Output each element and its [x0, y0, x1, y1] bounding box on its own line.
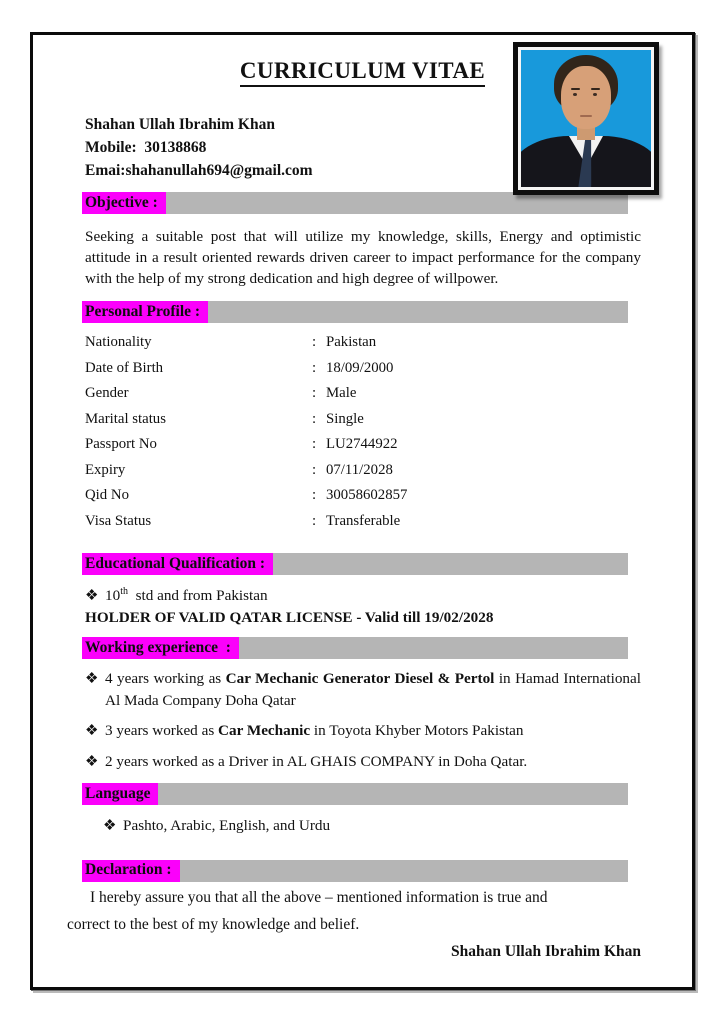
cv-page: [30, 32, 695, 990]
declaration-line: correct to the best of my knowledge and belief.: [67, 916, 360, 933]
row-separator: :: [312, 487, 317, 503]
row-value: 30058602857: [326, 487, 408, 503]
language-item-text: Pashto, Arabic, English, and Urdu: [123, 817, 331, 834]
experience-post: in Hamad International Al Mada Company Doha Qatar: [105, 670, 641, 709]
table-row: [85, 385, 641, 411]
language-item: [103, 815, 603, 837]
diamond-bullet-icon: ❖: [85, 722, 99, 739]
objective-text: Seeking a suitable post that will utilize my knowledge, skills, Energy and optimistic attitude in a result oriented rewards driven career to impact performance for the company with the help of my strong dedication and high degree of willpower.: [85, 228, 641, 287]
table-row: [85, 436, 641, 462]
diamond-bullet-icon: ❖: [103, 817, 117, 834]
row-label: Passport No: [85, 436, 157, 452]
experience-role: Car Mechanic: [218, 722, 311, 739]
education-heading: Educational Qualification :: [82, 553, 273, 575]
row-label: Nationality: [85, 334, 152, 350]
table-row: [85, 334, 641, 360]
page-title: CURRICULUM VITAE: [240, 58, 485, 87]
diamond-bullet-icon: ❖: [85, 587, 99, 604]
education-grade: 10: [105, 587, 121, 604]
row-value: 18/09/2000: [326, 359, 394, 376]
photo-suit: [521, 136, 651, 187]
table-row: [85, 411, 641, 437]
photo-background: [521, 50, 651, 187]
section-bar-education: [82, 553, 628, 575]
row-separator: :: [312, 410, 317, 427]
row-label: Visa Status: [85, 512, 152, 529]
objective-heading: Objective :: [82, 192, 166, 214]
declaration-line: I hereby assure you that all the above – mentioned information is true and: [90, 888, 548, 906]
experience-item-text: [105, 668, 641, 711]
row-separator: :: [312, 512, 317, 529]
photo-eye: [593, 93, 597, 96]
row-value: Transferable: [326, 512, 401, 529]
section-bar-objective: [82, 192, 628, 214]
personal-profile-heading: Personal Profile :: [82, 301, 208, 323]
photo-eyebrow: [571, 88, 580, 90]
section-bar-language: [82, 783, 628, 805]
row-label: Expiry: [85, 461, 126, 478]
row-label: Gender: [85, 385, 129, 401]
row-separator: :: [312, 461, 317, 478]
signature-name: Shahan Ullah Ibrahim Khan: [451, 942, 641, 960]
row-label: Date of Birth: [85, 359, 164, 376]
row-label: Marital status: [85, 410, 166, 427]
experience-heading: Working experience :: [82, 637, 239, 659]
personal-profile-table: [85, 334, 641, 538]
experience-item: [85, 751, 641, 773]
education-item: [85, 585, 641, 608]
experience-pre: 3 years worked as: [105, 722, 219, 739]
education-grade-suffix: th: [120, 585, 128, 597]
row-value: 07/11/2028: [326, 461, 393, 478]
experience-pre: 4 years working as: [105, 670, 226, 687]
experience-item-text: [105, 751, 527, 773]
row-value: LU2744922: [326, 436, 398, 452]
education-grade-rest: std and from Pakistan: [127, 587, 268, 604]
table-row: [85, 360, 641, 386]
row-value: Single: [326, 410, 364, 427]
experience-item: [85, 720, 641, 742]
row-value: Pakistan: [326, 334, 377, 350]
diamond-bullet-icon: ❖: [85, 670, 99, 687]
contact-mobile: Mobile: 30138868: [85, 139, 207, 156]
row-separator: :: [312, 334, 317, 350]
experience-pre: 2 years worked as a Driver in AL GHAIS COMPANY in Doha Qatar.: [105, 752, 528, 770]
photo-eye: [573, 93, 577, 96]
education-item-text: [105, 585, 268, 608]
table-row: [85, 513, 641, 539]
diamond-bullet-icon: ❖: [85, 752, 99, 770]
contact-email: Emai:shahanullah694@gmail.com: [85, 162, 313, 179]
row-value: Male: [326, 385, 357, 401]
contact-name: Shahan Ullah Ibrahim Khan: [85, 116, 275, 133]
experience-item: [85, 668, 641, 711]
section-bar-experience: [82, 637, 628, 659]
table-row: [85, 462, 641, 488]
experience-role: Car Mechanic Generator Diesel & Pertol: [225, 670, 495, 687]
experience-post: in Toyota Khyber Motors Pakistan: [310, 722, 524, 739]
photo-mouth: [580, 115, 592, 117]
language-heading: Language: [82, 783, 158, 805]
row-label: Qid No: [85, 487, 129, 503]
section-bar-declaration: [82, 860, 628, 882]
declaration-text: [67, 884, 647, 939]
row-separator: :: [312, 359, 317, 376]
row-separator: :: [312, 385, 317, 401]
photo-face: [561, 66, 611, 129]
section-bar-personal-profile: [82, 301, 628, 323]
passport-photo: [513, 42, 659, 195]
experience-item-text: [105, 720, 524, 742]
photo-eyebrow: [591, 88, 600, 90]
row-separator: :: [312, 436, 317, 452]
declaration-heading: Declaration :: [82, 860, 180, 882]
table-row: [85, 487, 641, 513]
license-line: HOLDER OF VALID QATAR LICENSE - Valid till 19/02/2028: [85, 609, 494, 626]
